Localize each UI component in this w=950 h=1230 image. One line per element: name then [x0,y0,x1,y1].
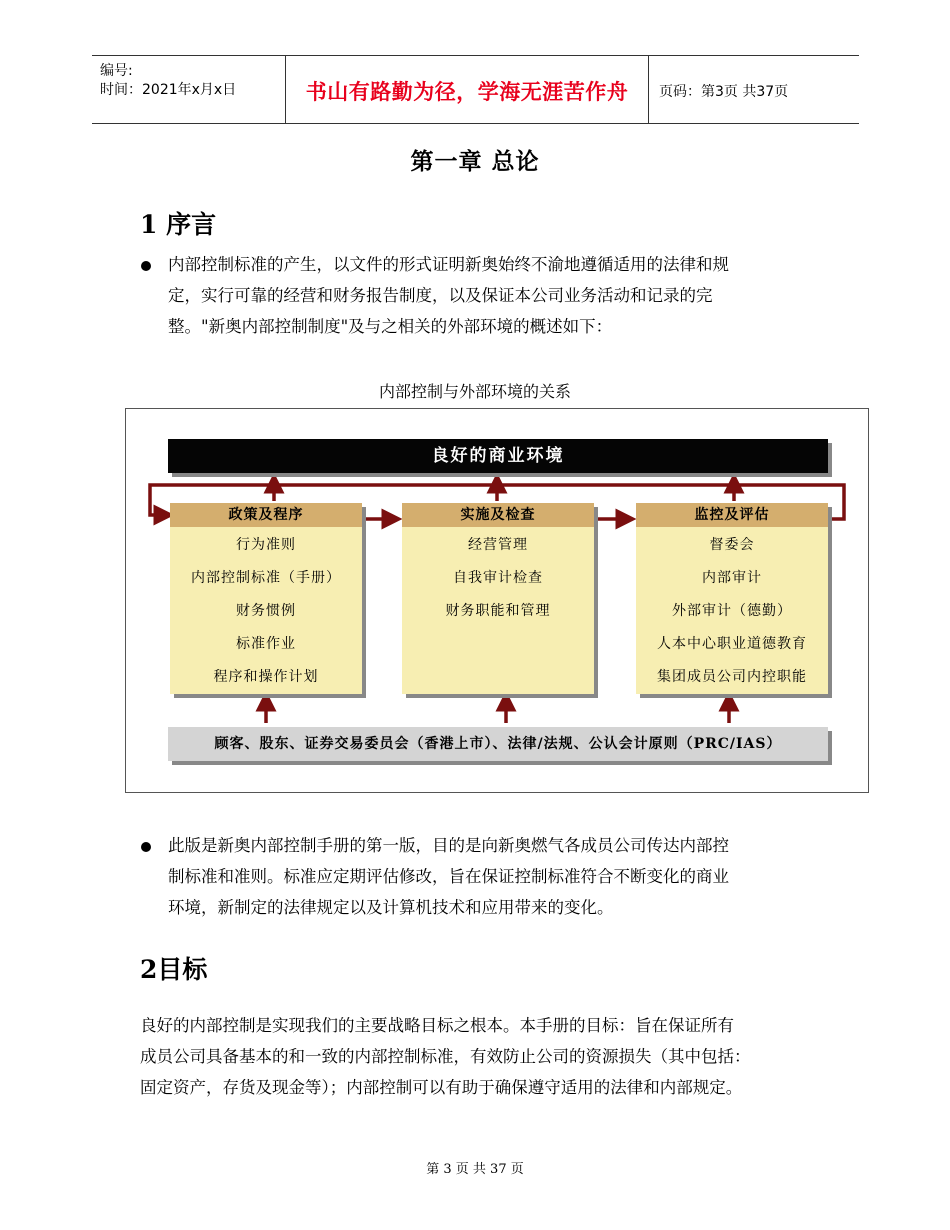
header-meta-cell [92,56,286,123]
page-info: 页码：第3页 共37页 [659,84,789,100]
paragraph-line: 制标准和准则。标准应定期评估修改，旨在保证控制标准符合不断变化的商业 [168,867,729,886]
motto-text: 书山有路勤为径，学海无涯苦作舟 [305,79,629,104]
paragraph-line: 成员公司具备基本的和一致的内部控制标准，有效防止公司的资源损失（其中包括： [140,1047,751,1066]
box-item: 内部审计 [702,570,762,586]
box-item: 集团成员公司内控职能 [657,669,807,685]
header-motto-cell [286,56,649,123]
paragraph-line: 良好的内部控制是实现我们的主要战略目标之根本。本手册的目标：旨在保证所有 [140,1016,734,1035]
paragraph-line: 定，实行可靠的经营和财务报告制度，以及保证本公司业务活动和记录的完 [168,286,713,305]
section-heading-preface: 1 序言 [140,210,217,239]
box-title: 政策及程序 [170,503,362,527]
monitor-evaluate-box [636,503,828,694]
box-item: 标准作业 [236,636,296,652]
document-number-label: 编号: [100,63,133,79]
box-title: 监控及评估 [636,503,828,527]
internal-control-diagram [125,408,869,793]
header-page-cell [649,56,859,123]
box-item: 行为准则 [236,537,296,553]
page-footer: 第 3 页 共 37 页 [426,1162,524,1177]
bullet-dot [141,842,151,852]
box-item: 经营管理 [468,537,528,553]
box-item: 自我审计检查 [453,570,543,586]
chapter-title: 第一章 总论 [410,148,540,175]
box-item: 程序和操作计划 [213,669,319,685]
box-item: 督委会 [709,537,755,553]
page-header [92,55,859,124]
preface-paragraph-1 [168,249,729,342]
external-stakeholders-bar: 顾客、股东、证券交易委员会（香港上市）、法律/法规、公认会计原则（PRC/IAS） [168,727,828,761]
box-item: 财务职能和管理 [445,603,551,619]
business-environment-bar: 良好的商业环境 [168,439,828,473]
implementation-check-box [402,503,594,694]
objective-paragraph [140,1010,751,1103]
bullet-dot [141,261,151,271]
box-item: 外部审计（德勤） [672,603,792,619]
box-item: 内部控制标准（手册） [191,570,341,586]
box-title: 实施及检查 [402,503,594,527]
box-item: 财务惯例 [236,603,296,619]
box-item: 人本中心职业道德教育 [657,636,807,652]
diagram-caption: 内部控制与外部环境的关系 [378,382,571,401]
document-time-label: 时间：2021年x月x日 [100,82,237,98]
paragraph-line: 此版是新奥内部控制手册的第一版，目的是向新奥燃气各成员公司传达内部控 [168,836,729,855]
paragraph-line: 固定资产，存货及现金等）；内部控制可以有助于确保遵守适用的法律和内部规定。 [140,1078,743,1097]
preface-paragraph-2 [168,830,729,923]
section-heading-objective: 2目标 [140,955,208,984]
paragraph-line: 整。"新奥内部控制制度"及与之相关的外部环境的概述如下： [168,317,613,336]
paragraph-line: 环境，新制定的法律规定以及计算机技术和应用带来的变化。 [168,898,614,917]
paragraph-line: 内部控制标准的产生，以文件的形式证明新奥始终不渝地遵循适用的法律和规 [168,255,729,274]
policy-procedure-box [170,503,362,694]
